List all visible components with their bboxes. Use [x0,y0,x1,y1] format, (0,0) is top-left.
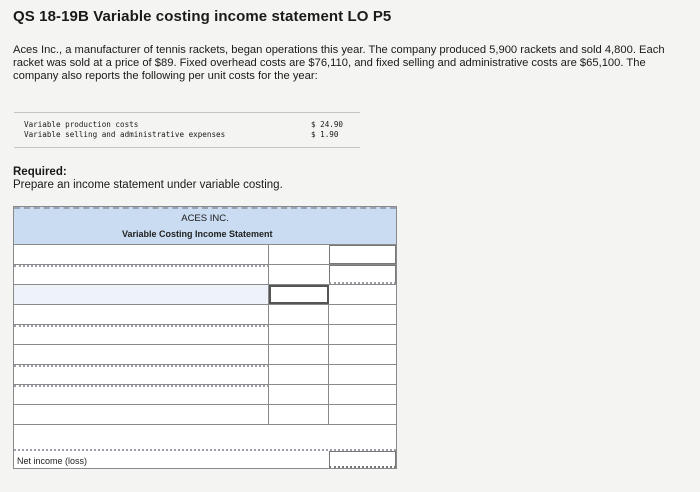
required-text: Prepare an income statement under variable costing. [13,179,283,191]
amount-input[interactable] [269,405,329,424]
line-item-input[interactable] [14,385,269,404]
net-income-input[interactable] [329,451,396,468]
cost-value: $ 24.90 [311,120,344,129]
blank-cell [269,245,329,264]
cost-row [24,130,360,141]
blank-cell [329,405,396,424]
table-row [14,345,396,365]
required-heading: Required: [13,166,67,178]
blank-cell [269,425,329,449]
line-item-input[interactable] [14,265,269,284]
table-row [14,385,396,405]
table-row [14,265,396,285]
line-item-input[interactable] [14,245,269,264]
table-row [14,305,396,325]
blank-cell [329,325,396,344]
unit-costs-table [14,112,360,148]
amount-input[interactable] [269,345,329,364]
blank-cell [269,265,329,284]
table-row [14,325,396,345]
amount-input[interactable] [329,245,396,264]
line-item-input[interactable] [14,325,269,344]
line-item-input[interactable] [14,285,269,304]
blank-cell [14,425,269,449]
line-item-input[interactable] [14,305,269,324]
amount-input[interactable] [329,265,396,284]
net-income-label: Net income (loss) [17,456,88,466]
blank-cell [329,345,396,364]
company-name: ACES INC. [181,213,229,224]
table-row [14,285,396,305]
income-statement-form [13,206,397,469]
statement-header [14,207,396,245]
line-item-input[interactable] [14,345,269,364]
amount-input[interactable] [269,305,329,324]
line-item-input[interactable] [14,405,269,424]
amount-input[interactable] [269,385,329,404]
blank-cell [329,285,396,304]
amount-input[interactable] [269,365,329,384]
amount-input[interactable] [269,325,329,344]
blank-cell [329,425,396,449]
cost-label: Variable production costs [24,120,139,129]
blank-cell [269,451,329,468]
problem-description: Aces Inc., a manufacturer of tennis rackets, began operations this year. The company produced 5,900 rackets and sold 4,800. Each racket was sold at a price of $89. Fixed overhead costs are $76,110, and fixed selling and administrative costs are $65,100. The company also reports the following per unit costs for the year: [13,44,665,82]
cost-label: Variable selling and administrative expenses [24,130,226,139]
net-income-label-cell [14,451,269,468]
blank-cell [329,305,396,324]
table-row [14,405,396,425]
statement-title: Variable Costing Income Statement [122,229,273,239]
cost-value: $ 1.90 [311,130,339,139]
table-row [14,365,396,385]
blank-cell [329,385,396,404]
line-item-input[interactable] [14,365,269,384]
table-row [14,425,396,449]
net-income-row [14,449,396,468]
page-title: QS 18-19B Variable costing income statement LO P5 [13,8,392,25]
amount-input[interactable] [269,285,329,304]
blank-cell [329,365,396,384]
table-row [14,245,396,265]
